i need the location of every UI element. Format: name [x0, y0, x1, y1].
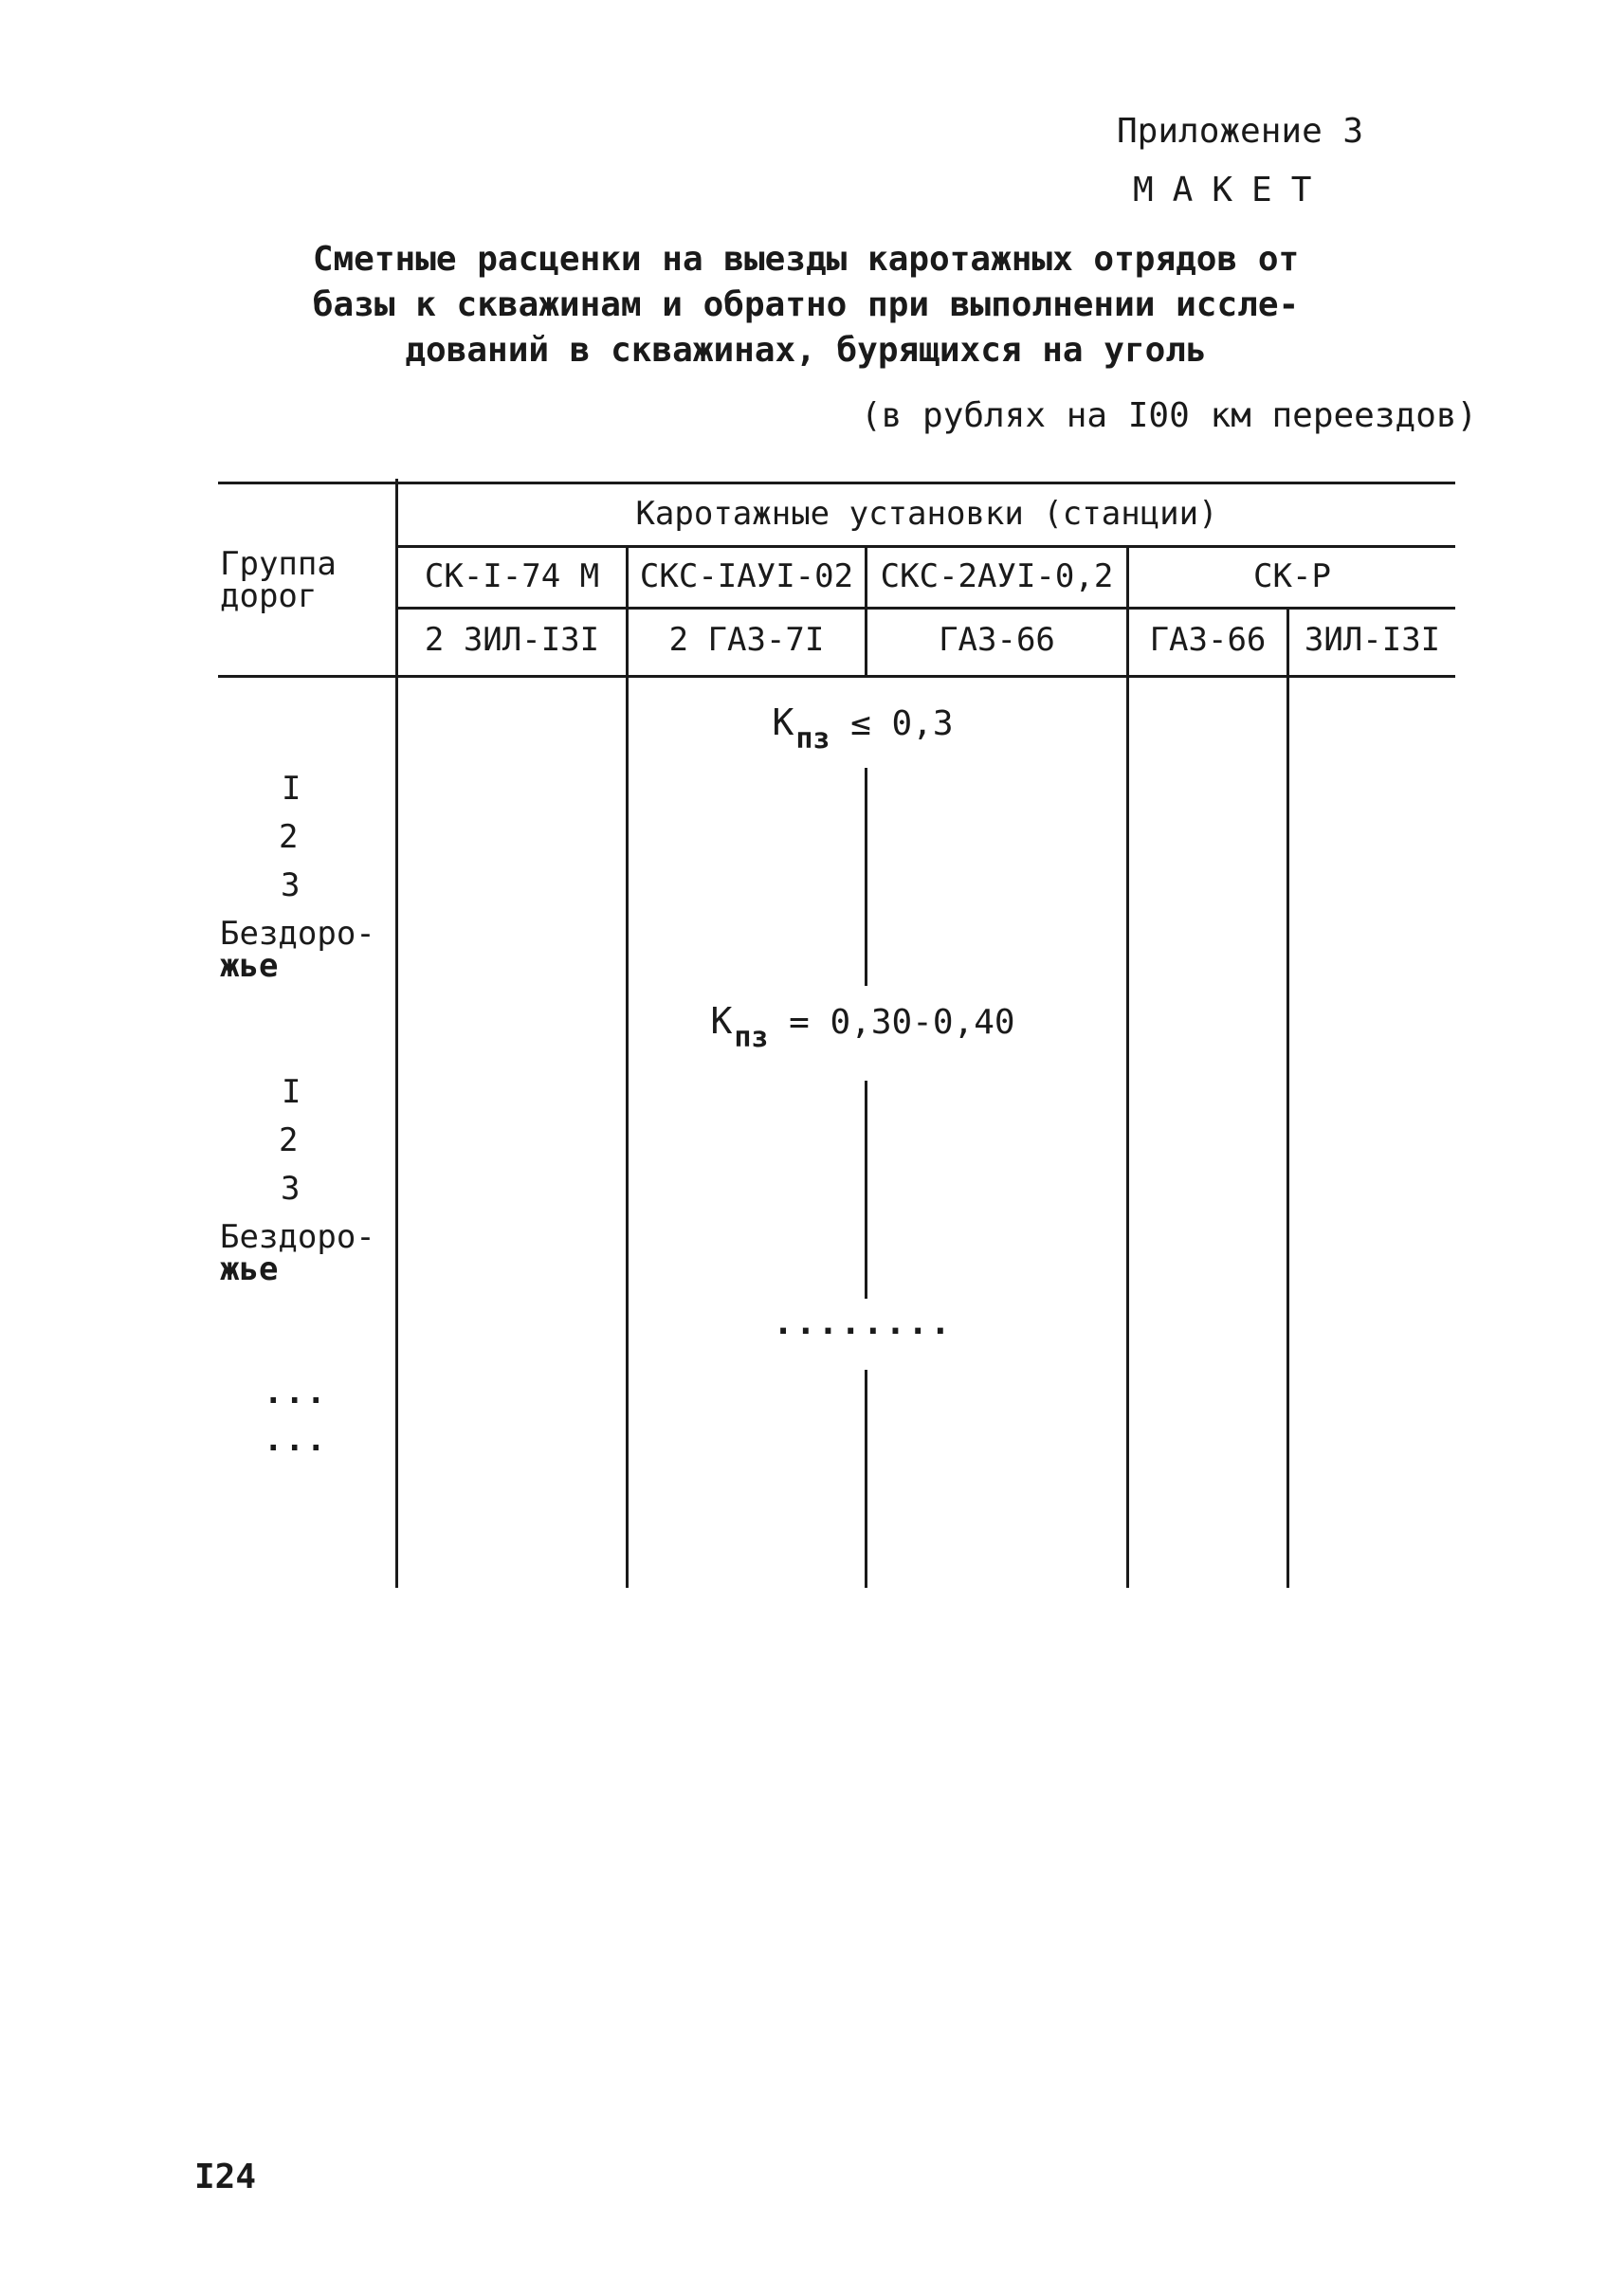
- units-note: (в рублях на I00 км переездов): [861, 396, 1478, 435]
- group-header-line-1: Группа: [220, 545, 337, 583]
- appendix-label: Приложение 3: [1117, 112, 1364, 151]
- title-line-3: дований в скважинах, бурящихся на уголь: [405, 331, 1207, 370]
- section1-offroad-line-2: жье: [220, 947, 279, 985]
- section2-row-offroad: [220, 1218, 375, 1288]
- vehicle-gaz-71-pair: 2 ГАЗ-7I: [668, 621, 825, 659]
- section2-k-label: К: [710, 1000, 733, 1042]
- title-line-2: базы к скважинам и обратно при выполнении иссле-: [312, 285, 1300, 324]
- section1-offroad-line-1: Бездоро-: [220, 915, 375, 953]
- station-cks-2au1-02: СКС-2АУI-0,2: [880, 557, 1114, 595]
- group-header-line-2: дорог: [220, 577, 318, 615]
- section2-row-1: I: [282, 1073, 301, 1111]
- section2-offroad-line-2: жье: [220, 1250, 279, 1288]
- section1-row-1: I: [282, 770, 301, 808]
- vehicle-gaz-66: ГАЗ-66: [939, 621, 1055, 659]
- table-header-bottom-rule: [218, 675, 1455, 678]
- stations-header-rule: [396, 545, 1455, 548]
- column-divider-1: [626, 547, 629, 1588]
- column-divider-4: [1286, 609, 1289, 1588]
- title-line-1: Сметные расценки на выезды каротажных отрядов от: [312, 240, 1300, 279]
- document-title: [284, 237, 1327, 373]
- station-cks-1au1-02: СКС-IАУI-02: [639, 557, 854, 595]
- station-ck-i-74m: СК-I-74 М: [424, 557, 600, 595]
- section1-row-offroad: [220, 915, 375, 985]
- section1-row-3: 3: [281, 866, 301, 904]
- stations-header: Каротажные установки (станции): [635, 495, 1218, 533]
- continuation-line-2: [865, 1081, 867, 1299]
- section2-condition: = 0,30-0,40: [789, 1003, 1015, 1042]
- section2-offroad-line-1: Бездоро-: [220, 1218, 375, 1256]
- vehicle-gaz-66-ckr: ГАЗ-66: [1149, 621, 1267, 659]
- vehicle-zil-131-ckr: ЗИЛ-I3I: [1304, 621, 1441, 659]
- section1-coefficient: [772, 701, 953, 756]
- section1-k-label: К: [772, 701, 794, 743]
- section1-row-2: 2: [279, 818, 299, 856]
- section2-row-2: 2: [279, 1121, 299, 1159]
- vehicle-zil-131-pair: 2 ЗИЛ-I3I: [424, 621, 600, 659]
- section1-condition: ≤ 0,3: [850, 704, 954, 743]
- table-top-rule: [218, 482, 1455, 484]
- column-divider-3: [1126, 547, 1129, 1588]
- maket-label: МАКЕТ: [1133, 171, 1331, 209]
- continuation-dots: ........: [773, 1303, 953, 1342]
- group-header: [220, 545, 337, 615]
- continuation-line-3: [865, 1370, 867, 1588]
- station-ck-r: СК-Р: [1253, 557, 1331, 595]
- section2-k-subscript: пз: [734, 1021, 769, 1054]
- section2-row-3: 3: [281, 1170, 301, 1208]
- continuation-line-1: [865, 768, 867, 986]
- section1-k-subscript: пз: [795, 722, 830, 756]
- row-dots-2: ...: [264, 1421, 328, 1459]
- page-number: I24: [194, 2158, 257, 2196]
- row-dots-1: ...: [264, 1374, 328, 1412]
- section2-coefficient: [710, 1000, 1014, 1054]
- vehicles-header-rule: [396, 607, 1455, 610]
